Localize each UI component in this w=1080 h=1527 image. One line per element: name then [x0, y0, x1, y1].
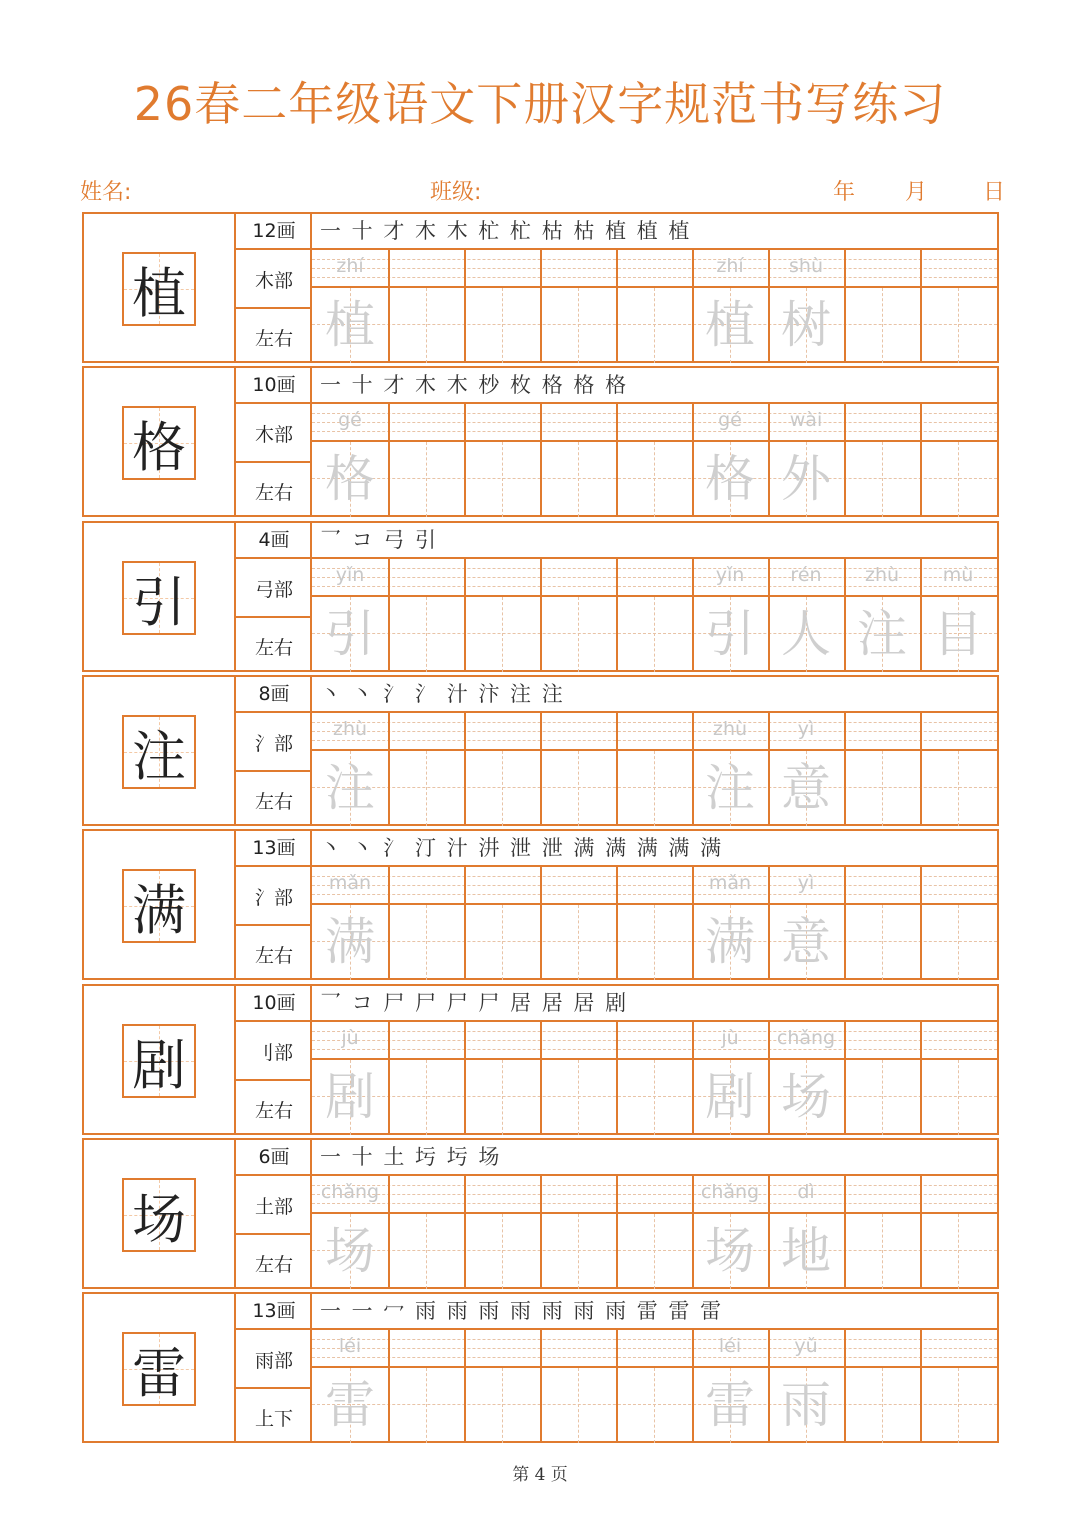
model-char: 满 — [132, 878, 186, 942]
trace-char — [920, 751, 996, 826]
trace-char: 满 — [705, 913, 755, 971]
trace-char — [844, 751, 920, 826]
radical: 土部 — [254, 1196, 293, 1218]
trace-char: 地 — [781, 1222, 831, 1280]
trace-char — [844, 442, 920, 517]
stroke-sequence: 一 一 冖 雨 雨 雨 雨 雨 雨 雨 雷 雷 雷 — [320, 1299, 724, 1323]
char-row — [82, 675, 999, 826]
radical: 氵部 — [254, 733, 293, 755]
trace-char: 注 — [857, 605, 907, 663]
trace-char: 引 — [705, 605, 755, 663]
pinyin-guide: yǔ — [794, 1335, 818, 1357]
char-row — [82, 366, 999, 517]
pinyin-guide — [844, 1176, 920, 1212]
pinyin-guide: léi — [338, 1335, 362, 1357]
stroke-count: 10画 — [252, 992, 296, 1014]
trace-char: 格 — [325, 450, 375, 508]
pinyin-guide — [920, 250, 996, 286]
structure: 左右 — [254, 945, 293, 967]
pinyin-guide: léi — [718, 1335, 742, 1357]
model-char: 剧 — [132, 1033, 186, 1097]
pinyin-guide — [920, 867, 996, 903]
radical: 雨部 — [254, 1350, 293, 1372]
class-label: 班级: — [430, 180, 482, 205]
char-row — [82, 984, 999, 1135]
pinyin-guide: chǎng — [700, 1181, 760, 1203]
pinyin-guide: chǎng — [776, 1027, 836, 1049]
structure: 上下 — [254, 1408, 293, 1430]
structure: 左右 — [254, 637, 293, 659]
model-char: 注 — [132, 724, 186, 788]
pinyin-guide: yǐn — [335, 564, 365, 586]
trace-char: 雷 — [325, 1376, 375, 1434]
model-char-box — [122, 1332, 196, 1406]
model-char: 格 — [132, 415, 186, 479]
pinyin-guide: zhù — [332, 718, 368, 740]
model-char-box — [122, 715, 196, 789]
trace-char: 引 — [325, 605, 375, 663]
char-row — [82, 212, 999, 363]
stroke-count: 8画 — [258, 683, 290, 705]
stroke-count: 13画 — [252, 837, 296, 859]
trace-char: 人 — [781, 605, 831, 663]
trace-char — [920, 905, 996, 980]
pinyin-guide: zhù — [712, 718, 748, 740]
trace-char: 注 — [325, 759, 375, 817]
pinyin-guide: rén — [790, 564, 822, 586]
stroke-count: 13画 — [252, 1300, 296, 1322]
trace-char: 意 — [781, 913, 831, 971]
name-label: 姓名: — [80, 180, 132, 205]
pinyin-guide: wài — [789, 409, 823, 431]
trace-char — [844, 1060, 920, 1135]
trace-char — [920, 1060, 996, 1135]
radical: 刂部 — [254, 1042, 293, 1064]
year-label: 年 — [833, 180, 856, 205]
trace-char: 满 — [325, 913, 375, 971]
model-char-box — [122, 561, 196, 635]
model-char-box — [122, 1178, 196, 1252]
pinyin-guide: zhí — [336, 255, 364, 277]
pinyin-guide: yì — [797, 872, 815, 894]
radical: 弓部 — [254, 579, 293, 601]
structure: 左右 — [254, 482, 293, 504]
radical: 木部 — [254, 270, 293, 292]
trace-char: 雨 — [781, 1376, 831, 1434]
trace-char: 目 — [933, 605, 983, 663]
pinyin-guide — [844, 1330, 920, 1366]
char-row — [82, 521, 999, 672]
structure: 左右 — [254, 328, 293, 350]
pinyin-guide — [920, 404, 996, 440]
pinyin-guide — [844, 867, 920, 903]
model-char-box — [122, 1024, 196, 1098]
trace-char: 外 — [781, 450, 831, 508]
char-row — [82, 1138, 999, 1289]
trace-char: 树 — [781, 296, 831, 354]
trace-char — [844, 1214, 920, 1289]
pinyin-guide: chǎng — [320, 1181, 380, 1203]
trace-char — [844, 1368, 920, 1443]
stroke-count: 12画 — [252, 220, 296, 242]
trace-char: 场 — [325, 1222, 375, 1280]
pinyin-guide — [920, 713, 996, 749]
stroke-sequence: 一 十 土 圬 圬 场 — [320, 1145, 502, 1169]
pinyin-guide: mù — [942, 564, 974, 586]
pinyin-guide: yì — [797, 718, 815, 740]
trace-char — [920, 288, 996, 363]
model-char: 引 — [132, 570, 186, 634]
pinyin-guide: mǎn — [328, 872, 372, 894]
model-char-box — [122, 869, 196, 943]
model-char: 雷 — [132, 1341, 186, 1405]
stroke-sequence: 一 十 才 木 木 杧 杧 枯 枯 植 植 植 — [320, 219, 692, 243]
trace-char: 场 — [781, 1068, 831, 1126]
structure: 左右 — [254, 1100, 293, 1122]
trace-char — [844, 905, 920, 980]
pinyin-guide — [844, 250, 920, 286]
structure: 左右 — [254, 791, 293, 813]
trace-char: 剧 — [705, 1068, 755, 1126]
trace-char: 意 — [781, 759, 831, 817]
stroke-count: 10画 — [252, 374, 296, 396]
page-title: 26春二年级语文下册汉字规范书写练习 — [133, 77, 947, 131]
char-row — [82, 1292, 999, 1443]
trace-char: 剧 — [325, 1068, 375, 1126]
page-number: 第 4 页 — [512, 1465, 568, 1485]
trace-char: 植 — [705, 296, 755, 354]
model-char-box — [122, 252, 196, 326]
trace-char — [920, 442, 996, 517]
trace-char: 格 — [705, 450, 755, 508]
stroke-sequence: 丶 丶 氵 汀 汁 汫 泄 泄 满 满 满 满 满 — [320, 836, 724, 860]
pinyin-guide: gé — [718, 409, 742, 431]
pinyin-guide: dì — [797, 1181, 815, 1203]
radical: 木部 — [254, 424, 293, 446]
day-label: 日 — [983, 180, 1006, 205]
pinyin-guide — [920, 1330, 996, 1366]
trace-char: 雷 — [705, 1376, 755, 1434]
stroke-sequence: 乛 コ 弓 引 — [320, 528, 439, 552]
radical: 氵部 — [254, 887, 293, 909]
stroke-count: 6画 — [258, 1146, 290, 1168]
trace-char — [920, 1214, 996, 1289]
structure: 左右 — [254, 1254, 293, 1276]
pinyin-guide — [844, 404, 920, 440]
stroke-sequence: 乛 コ 尸 尸 尸 尸 居 居 居 剧 — [320, 991, 629, 1015]
pinyin-guide — [844, 1022, 920, 1058]
practice-sheet — [82, 212, 999, 1442]
model-char-box — [122, 406, 196, 480]
pinyin-guide — [844, 713, 920, 749]
model-char: 场 — [132, 1187, 186, 1251]
stroke-count: 4画 — [258, 529, 290, 551]
trace-char — [844, 288, 920, 363]
stroke-sequence: 丶 丶 氵 氵 汁 汴 注 注 — [320, 682, 565, 706]
char-row — [82, 829, 999, 980]
pinyin-guide: shù — [789, 255, 823, 277]
pinyin-guide — [920, 1176, 996, 1212]
pinyin-guide — [920, 1022, 996, 1058]
pinyin-guide: jù — [721, 1027, 739, 1049]
trace-char: 植 — [325, 296, 375, 354]
pinyin-guide: zhí — [716, 255, 744, 277]
pinyin-guide: yǐn — [715, 564, 745, 586]
trace-char: 场 — [705, 1222, 755, 1280]
pinyin-guide: jù — [341, 1027, 359, 1049]
pinyin-guide: mǎn — [708, 872, 752, 894]
model-char: 植 — [132, 261, 186, 325]
trace-char: 注 — [705, 759, 755, 817]
stroke-sequence: 一 十 才 木 木 杪 枚 格 格 格 — [320, 373, 629, 397]
pinyin-guide: zhù — [864, 564, 900, 586]
trace-char — [920, 1368, 996, 1443]
month-label: 月 — [905, 180, 928, 205]
pinyin-guide: gé — [338, 409, 362, 431]
